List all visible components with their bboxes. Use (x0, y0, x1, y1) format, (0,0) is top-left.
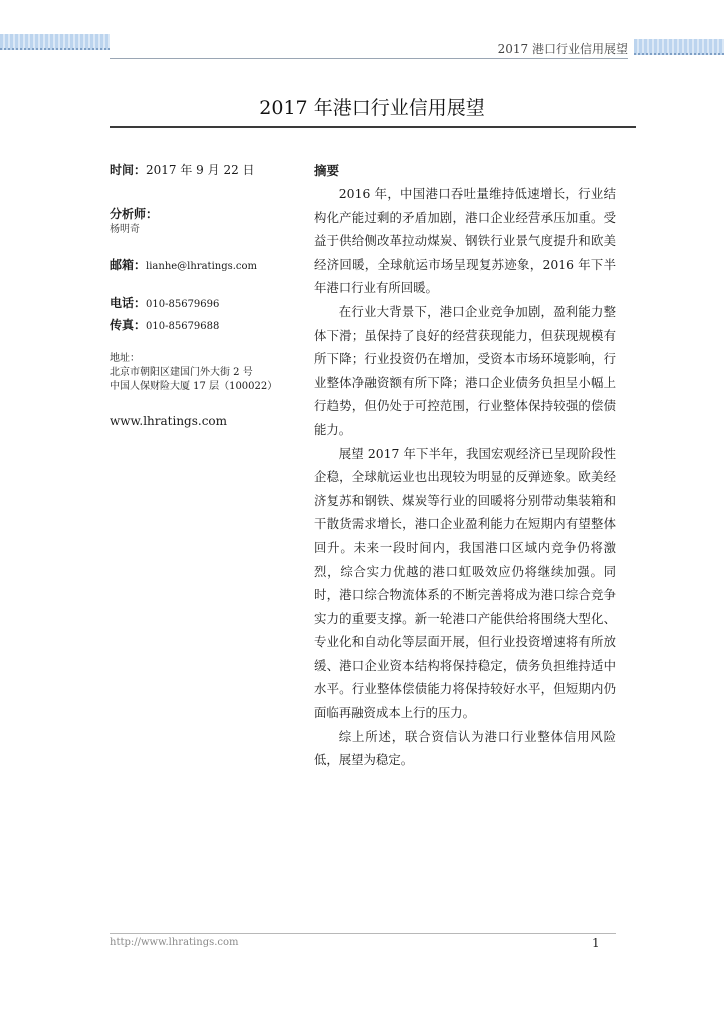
header-divider (110, 58, 628, 59)
running-header-title: 2017 港口行业信用展望 (497, 42, 628, 56)
header-decor-band-right (634, 39, 724, 55)
analyst-name: 杨明奇 (110, 224, 140, 235)
email-label: 邮箱： (110, 258, 147, 272)
website-link[interactable]: www.lhratings.com (110, 414, 228, 428)
analyst-label: 分析师： (110, 207, 159, 221)
address-block (110, 352, 277, 394)
abstract-paragraph: 在行业大背景下，港口企业竞争加剧，盈利能力整体下滑；虽保持了良好的经营获现能力，但获现规模有所下降；行业投资仍在增加，受资本市场环境影响，行业整体净融资额有所下降；港口企业债务负担呈小幅上行趋势，但仍处于可控范围，行业整体保持较强的偿债能力。 (314, 303, 616, 437)
page-number: 1 (592, 936, 600, 950)
footer-divider (110, 933, 616, 934)
date-value: 2017 年 9 月 22 日 (146, 163, 255, 177)
date-label: 时间： (110, 163, 147, 177)
phone-row (110, 295, 219, 313)
analyst-row (110, 206, 158, 238)
address-line-1: 北京市朝阳区建国门外大街 2 号 (110, 367, 253, 378)
document-title: 2017 年港口行业信用展望 (259, 97, 485, 119)
address-line-2: 中国人保财险大厦 17 层（100022） (110, 381, 278, 392)
abstract-paragraph: 2016 年，中国港口吞吐量维持低速增长，行业结构化产能过剩的矛盾加剧，港口企业经营承压加重。受益于供给侧改革拉动煤炭、钢铁行业景气度提升和欧美经济回暖，全球航运市场呈现复苏迹象，2016 年下半年港口行业有所回暖。 (314, 186, 616, 296)
fax-value: 010-85679688 (146, 321, 220, 332)
email-value[interactable]: lianhe@lhratings.com (146, 261, 258, 272)
phone-value: 010-85679696 (146, 299, 220, 310)
address-label: 地址： (110, 353, 140, 364)
abstract-heading: 摘要 (314, 163, 340, 178)
title-divider (110, 126, 636, 128)
abstract-paragraph: 综上所述，联合资信认为港口行业整体信用风险低，展望为稳定。 (314, 728, 616, 768)
abstract-paragraph: 展望 2017 年下半年，我国宏观经济已呈现阶段性企稳，全球航运业也出现较为明显的反弹迹象。欧美经济复苏和钢铁、煤炭等行业的回暖将分别带动集装箱和干散货需求增长，港口企业盈利能力在短期内有望整体回升。未来一段时间内，我国港口区域内竞争仍将激烈，综合实力优越的港口虹吸效应仍将继续加强。同时，港口综合物流体系的不断完善将成为港口综合竞争实力的重要支撑。新一轮港口产能供给将围绕大型化、专业化和自动化等层面开展，但行业投资增速将有所放缓、港口企业资本结构将保持稳定，债务负担维持适中水平。行业整体偿债能力将保持较好水平，但短期内仍面临再融资成本上行的压力。 (314, 445, 616, 721)
date-row (110, 162, 255, 179)
phone-label: 电话： (110, 296, 147, 310)
fax-row (110, 317, 219, 335)
email-row (110, 257, 257, 275)
fax-label: 传真： (110, 318, 147, 332)
abstract-section (314, 162, 616, 772)
header-decor-band-left (0, 34, 110, 50)
footer-url[interactable]: http://www.lhratings.com (110, 937, 239, 948)
